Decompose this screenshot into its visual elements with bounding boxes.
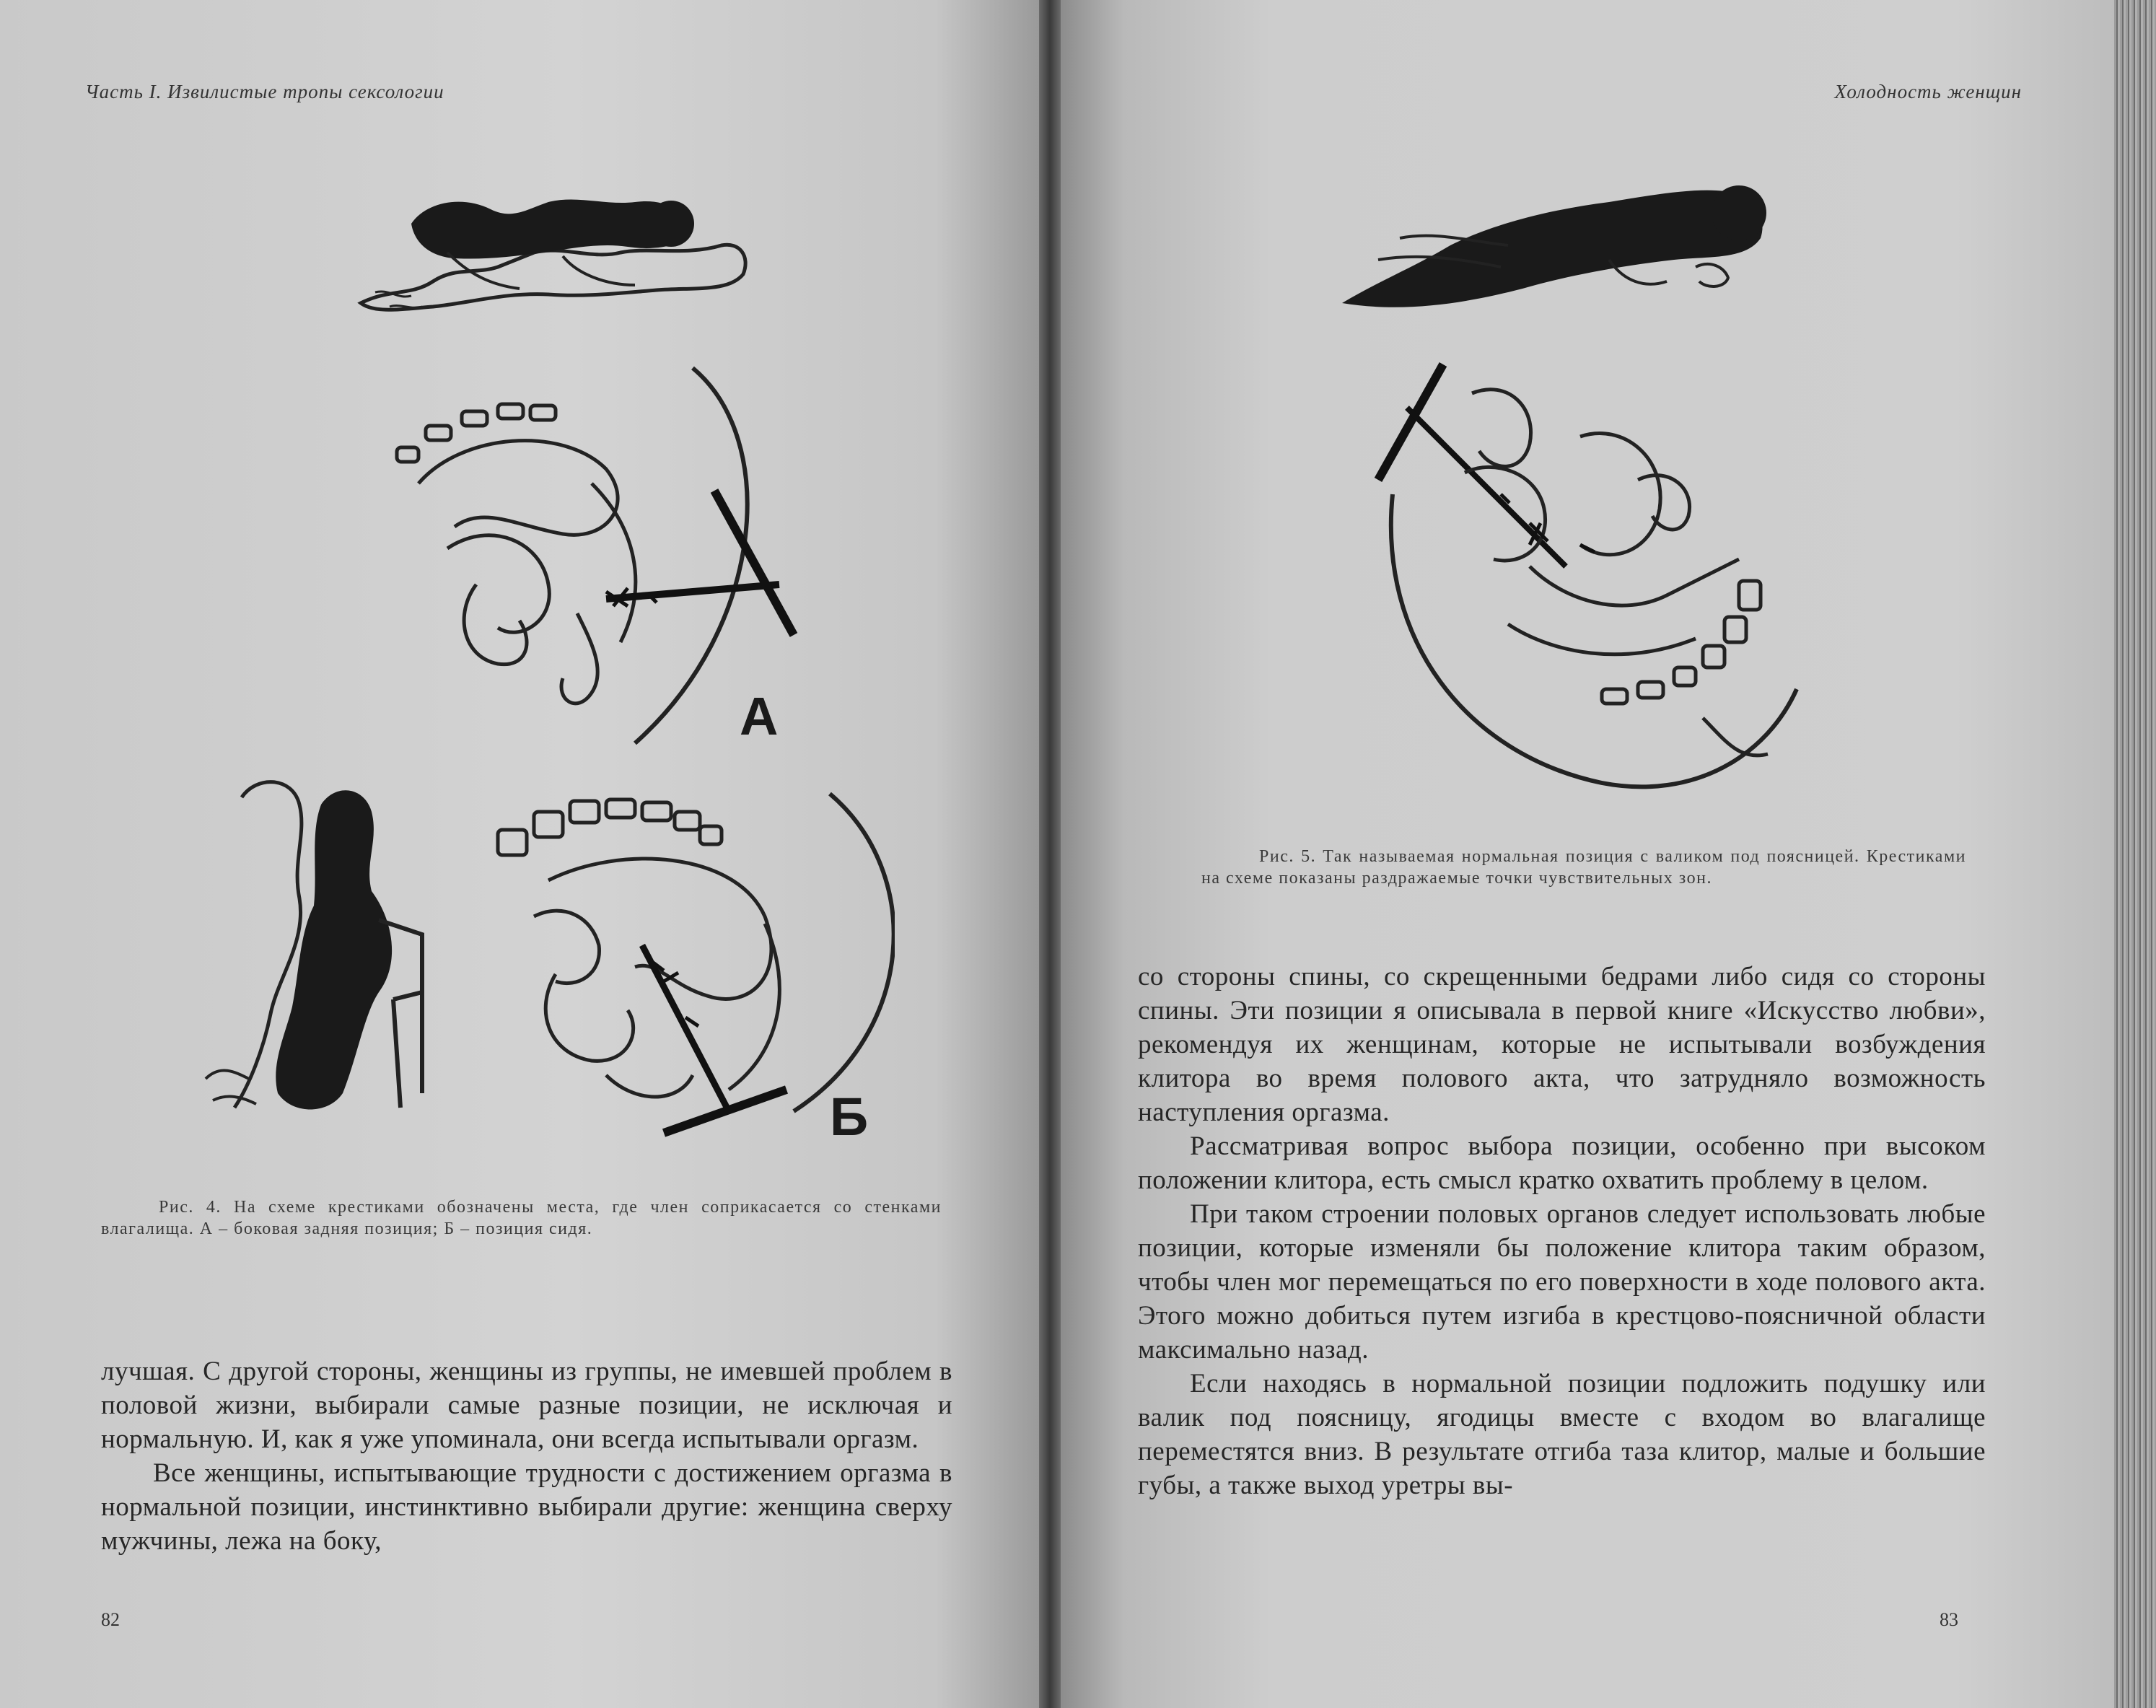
right-page [1061,0,2114,1708]
caption-text: Рис. 4. На схеме крестиками обозначены места, где член соприкасается со стенками влагалища. А – боковая задняя позиция; Б – позиция сидя. [101,1198,942,1238]
illustration-side-position [346,166,765,325]
running-head-left: Часть I. Извилистые тропы сексологии [85,81,444,102]
figure-5-caption [1201,846,1966,889]
paragraph: При таком строении половых органов следует использовать любые позиции, которые изменяли бы положение клитора таким образом, чтобы член мог перемещаться по его поверхности в ходе полового акта. Этого можно добиться путем изгиба в крестцово-поясничной области максимально назад. [1138,1199,1986,1365]
book-gutter [1039,0,1061,1708]
running-head-right: Холодность женщин [1834,81,2022,102]
paragraph: Если находясь в нормальной позиции подложить подушку или валик под поясницу, ягодицы вместе с входом во влагалище переместятся вниз. В результате отгиба таза клитор, малые и большие губы, а также выход уретры вы- [1138,1369,1986,1500]
paragraph: лучшая. С другой стороны, женщины из группы, не имевшей проблем в половой жизни, выбирали самые разные позиции, не исключая и нормальную. И, как я уже упоминала, они всегда испытывали оргазм. [101,1357,952,1454]
page-number-right: 83 [1940,1609,1958,1630]
page-number-left: 82 [101,1609,120,1630]
illustration-seated-position [191,776,437,1122]
body-text-right [1138,960,1986,1502]
figure-4-caption [101,1196,942,1240]
illustration-normal-position [1335,159,1782,325]
figure-label-b: Б [830,1087,869,1147]
page-edges [2114,0,2156,1708]
left-page [0,0,1039,1708]
figure-label-a: А [740,686,779,746]
paragraph: Рассматривая вопрос выбора позиции, особенно при высоком положении клитора, есть смысл кратко охватить проблему в целом. [1138,1131,1986,1195]
body-text-left [101,1354,952,1558]
paragraph: Все женщины, испытывающие трудности с достижением оргазма в нормальной позиции, инстинктивно выбирали другие: женщина сверху мужчины, лежа на боку, [101,1458,952,1556]
caption-text: Рис. 5. Так называемая нормальная позиция с валиком под поясницей. Крестиками на схеме показаны раздражаемые точки чувствительных зон. [1201,847,1966,888]
paragraph: со стороны спины, со скрещенными бедрами либо сидя со стороны спины. Эти позиции я описывала в первой книге «Искусство любви», рекомендуя их женщинам, которые не испытывали возбуждения клитора во время полового акта, что затрудняло возможность наступления оргазма. [1138,962,1986,1127]
diagram-normal-position [1364,350,1811,812]
